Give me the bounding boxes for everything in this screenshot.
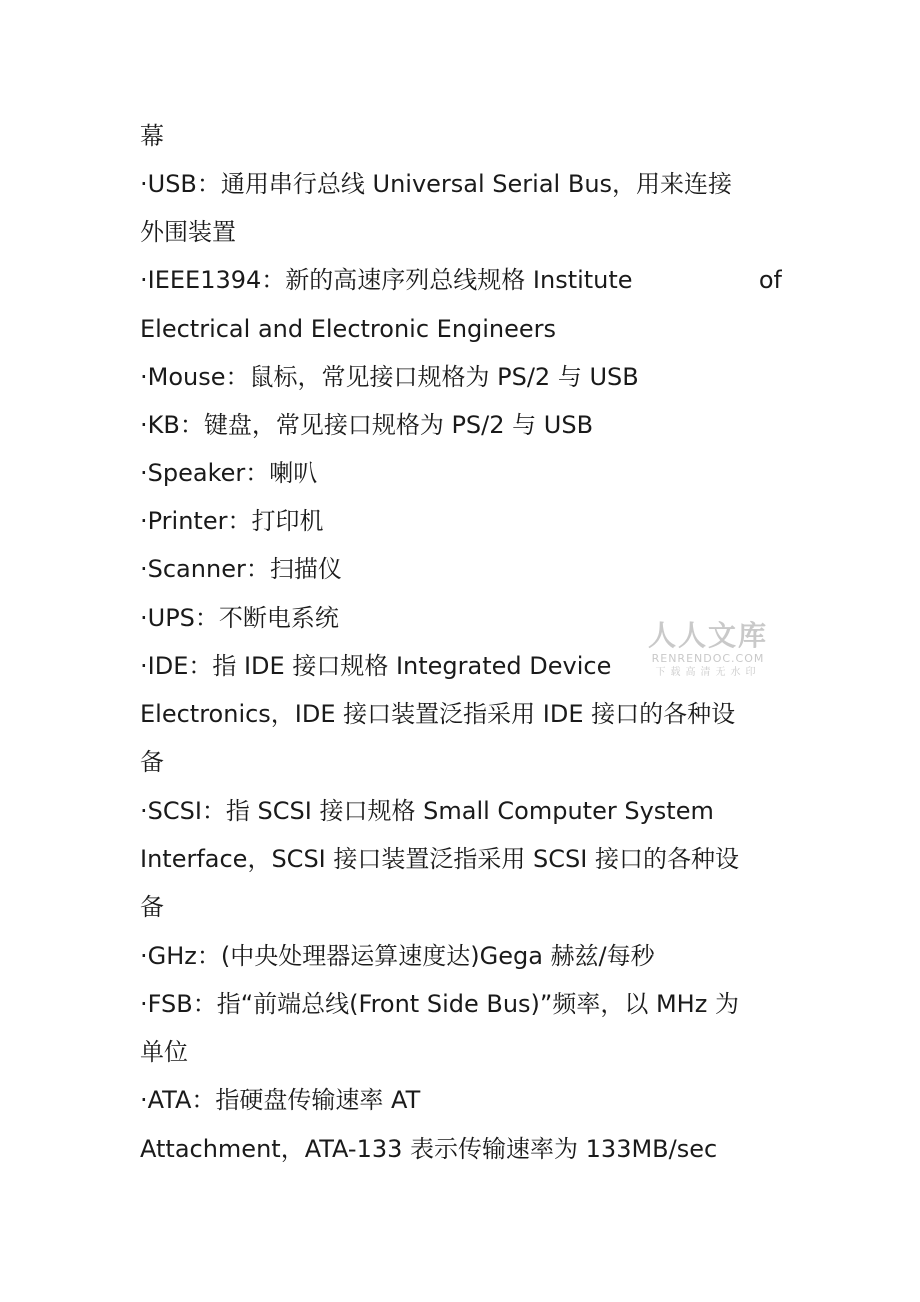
text-line-ide: ·IDE：指 IDE 接口规格 Integrated Device xyxy=(140,652,612,680)
text-line-usb-cont: 外围装置 xyxy=(140,218,236,246)
watermark-title: 人人文库 xyxy=(647,619,768,652)
text-line-scsi-cont: Interface，SCSI 接口装置泛指采用 SCSI 接口的各种设 xyxy=(140,845,739,873)
text-line-ups: ·UPS：不断电系统 xyxy=(140,604,339,632)
text-line-scsi: ·SCSI：指 SCSI 接口规格 Small Computer System xyxy=(140,797,714,825)
text-line-mouse: ·Mouse：鼠标，常见接口规格为 PS/2 与 USB xyxy=(140,363,639,391)
text-line-speaker: ·Speaker：喇叭 xyxy=(140,459,318,487)
text-line-ieee1394-main: ·IEEE1394：新的高速序列总线规格 Institute xyxy=(140,266,633,294)
text-line-fsb: ·FSB：指“前端总线(Front Side Bus)”频率，以 MHz 为 xyxy=(140,990,739,1018)
text-line-1: 幕 xyxy=(140,122,164,150)
text-line-ide-end: 备 xyxy=(140,748,164,776)
text-line-ata: ·ATA：指硬盘传输速率 AT xyxy=(140,1086,421,1114)
text-line-fsb-cont: 单位 xyxy=(140,1038,188,1066)
text-line-printer: ·Printer：打印机 xyxy=(140,507,324,535)
text-line-usb: ·USB：通用串行总线 Universal Serial Bus，用来连接 xyxy=(140,170,733,198)
text-line-kb: ·KB：键盘，常见接口规格为 PS/2 与 USB xyxy=(140,411,594,439)
watermark-slogan: 下载高清无水印 xyxy=(655,667,761,678)
text-line-ieee1394-end: of xyxy=(758,266,782,294)
text-line-scanner: ·Scanner：扫描仪 xyxy=(140,555,342,583)
text-line-ide-cont: Electronics，IDE 接口装置泛指采用 IDE 接口的各种设 xyxy=(140,700,736,728)
text-line-ghz: ·GHz：(中央处理器运算速度达)Gega 赫兹/每秒 xyxy=(140,942,655,970)
text-line-ieee1394-cont: Electrical and Electronic Engineers xyxy=(140,315,557,343)
watermark-logo xyxy=(644,620,772,682)
watermark-domain: RENRENDOC.COM xyxy=(651,652,765,665)
text-line-scsi-end: 备 xyxy=(140,893,164,921)
text-line-ata-cont: Attachment，ATA-133 表示传输速率为 133MB/sec xyxy=(140,1135,718,1163)
text-line-ieee1394 xyxy=(140,260,782,300)
